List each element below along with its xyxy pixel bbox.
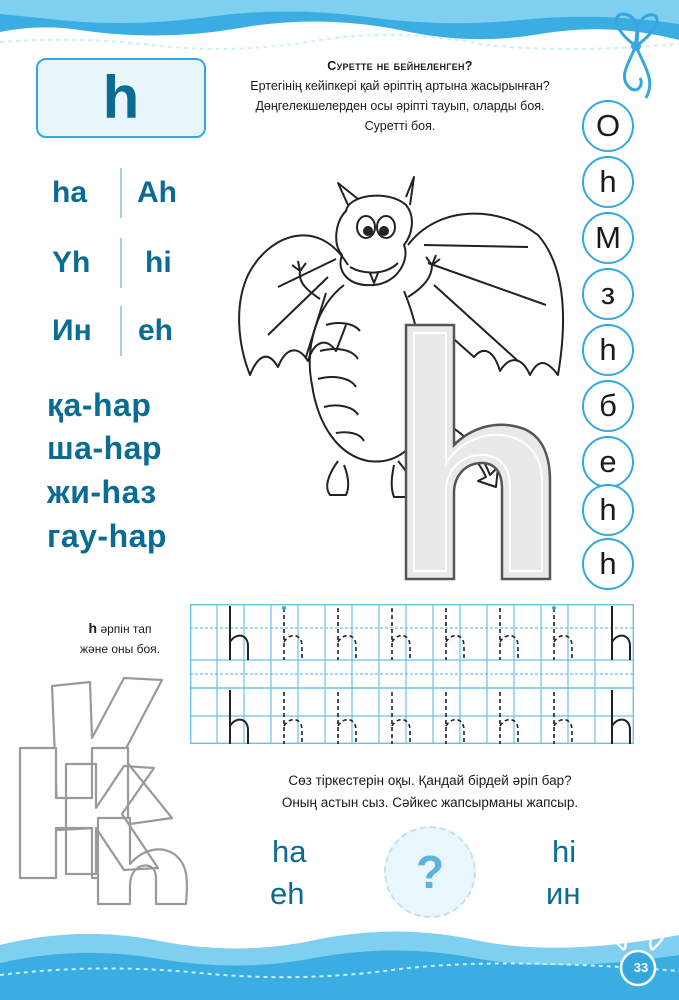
- find-instruction: [50, 618, 190, 659]
- pair-word: hi: [552, 834, 577, 869]
- instructions: [215, 56, 585, 136]
- letter-card: [36, 58, 206, 138]
- page-number: 33: [633, 960, 649, 975]
- letter-circle[interactable]: O: [582, 100, 634, 152]
- instructions-line: Ертегінің кейіпкері қай әріптің артына жасырынған?: [250, 79, 550, 93]
- syllable-divider: [120, 238, 122, 288]
- letter-circle[interactable]: h: [582, 538, 634, 590]
- pair-word: ин: [546, 876, 581, 911]
- letter-circle[interactable]: h: [582, 484, 634, 536]
- syllable: Yh: [52, 246, 91, 279]
- instructions-line: Суретті боя.: [364, 119, 436, 133]
- syllable: Ah: [137, 176, 177, 209]
- letter-circle[interactable]: з: [582, 268, 634, 320]
- letter-circle[interactable]: h: [582, 156, 634, 208]
- letter-circle[interactable]: б: [582, 380, 634, 432]
- task2-line: Оның астын сыз. Сәйкес жапсырманы жапсыр.: [281, 795, 579, 810]
- tracing-grid[interactable]: [190, 604, 634, 744]
- syllable: Ин: [52, 314, 92, 347]
- word: гау-hар: [47, 518, 167, 554]
- instructions-line: Дөңгелекшелерден осы әріпті тауып, оларды боя.: [255, 99, 545, 113]
- syllable-divider: [120, 306, 122, 356]
- word: қа-hар: [47, 387, 152, 423]
- word: ша-hар: [47, 430, 163, 466]
- hidden-letters-illustration[interactable]: [12, 668, 190, 908]
- pair-word: eh: [270, 876, 305, 911]
- syllable: eh: [138, 314, 174, 347]
- letter-circle[interactable]: е: [582, 436, 634, 488]
- ribbon-bow-icon: [600, 8, 672, 108]
- pair-word: ha: [272, 834, 307, 869]
- dragon-illustration: [228, 175, 573, 585]
- big-h-outline: [406, 325, 550, 579]
- bottom-wave-banner: [0, 905, 679, 1000]
- letter-circle[interactable]: M: [582, 212, 634, 264]
- syllable: ha: [52, 176, 88, 209]
- syllable: hi: [145, 246, 172, 279]
- find-instruction-text: әрпін тап: [100, 622, 152, 636]
- sticker-placeholder[interactable]: ?: [384, 826, 476, 918]
- task2-line: Сөз тіркестерін оқы. Қандай бірдей әріп бар?: [288, 773, 572, 788]
- word: жи-hаз: [47, 474, 157, 510]
- task2-instructions: [210, 770, 650, 814]
- instructions-title: Суретте не бейнеленген?: [327, 59, 473, 73]
- find-instruction-line2: және оны боя.: [80, 642, 160, 656]
- letter-card-glyph: h: [102, 64, 140, 131]
- letter-circle[interactable]: h: [582, 324, 634, 376]
- find-instruction-letter: h: [88, 620, 98, 636]
- syllable-divider: [120, 168, 122, 218]
